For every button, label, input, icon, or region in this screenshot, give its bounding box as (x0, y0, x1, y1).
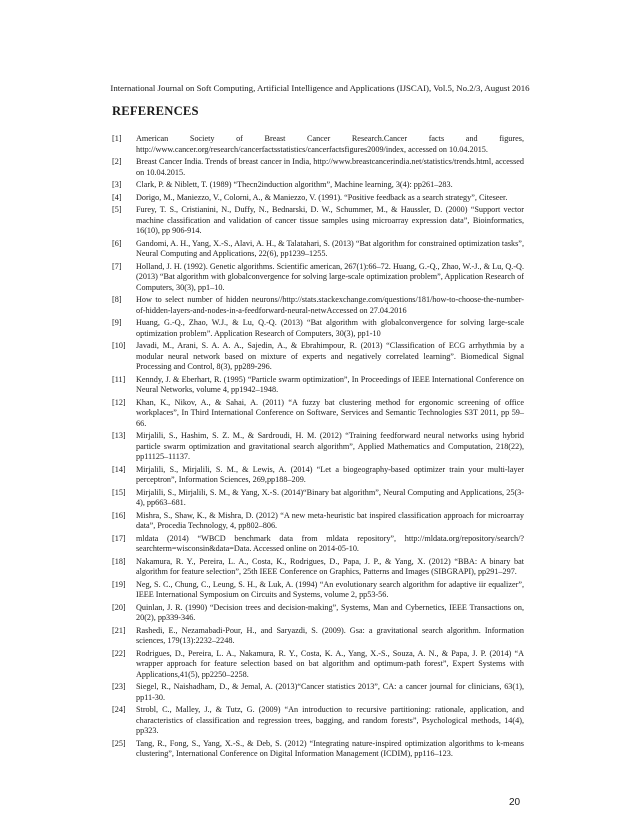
reference-text: American Society of Breast Cancer Research.Cancer facts and figures, http://www.cancer.org/research/cancerfactsstatistics/cancerfactsfigures2009/index, accessed on 10.04.2015. (136, 134, 524, 154)
reference-number: [24] (112, 705, 126, 714)
reference-item (112, 557, 524, 578)
reference-number: [20] (112, 602, 126, 612)
reference-item (112, 262, 524, 294)
reference-item (112, 295, 524, 316)
reference-item (112, 157, 524, 178)
reference-number: [18] (112, 556, 126, 566)
reference-item (112, 649, 524, 681)
reference-text: Quinlan, J. R. (1990) “Decision trees and decision-making”, Systems, Man and Cybernetics, IEEE Transactions on, 20(2), pp339-346. (136, 602, 524, 622)
reference-item (112, 205, 524, 237)
reference-text: Holland, J. H. (1992). Genetic algorithms. Scientific american, 267(1):66–72. Huang, G.-Q., Zhao, W.-J., & Lu, Q.-Q. (2013) “Bat algorithm with globalconvergence for solving large-scale optimization problem”, Application Research of Computers, 30(3), pp1–10. (136, 261, 524, 292)
reference-number: [8] (112, 295, 122, 304)
reference-text: Furey, T. S., Cristianini, N., Duffy, N., Bednarski, D. W., Schummer, M., & Haussler, D. (2000) “Support vector machine classification and validation of cancer tissue samples using microarray expression data”, Bioinformatics, 16(10), pp 906-914. (136, 205, 524, 235)
reference-number: [6] (112, 238, 122, 248)
reference-text: Clark, P. & Niblett, T. (1989) “Thecn2induction algorithm”, Machine learning, 3(4): pp261–283. (136, 180, 453, 189)
reference-text: Kenndy, J. & Eberhart, R. (1995) “Particle swarm optimization”, In Proceedings of IEEE International Conference on Neural Networks, volume 4, pp1942–1948. (136, 374, 524, 394)
reference-item (112, 431, 524, 463)
reference-text: Mirjalili, S., Mirjalili, S. M., & Lewis, A. (2014) “Let a biogeography-based optimizer train your multi-layer perceptron”, Information Sciences, 269,pp188–209. (136, 464, 524, 484)
reference-item (112, 398, 524, 430)
reference-number: [14] (112, 464, 126, 474)
reference-item (112, 580, 524, 601)
reference-item (112, 534, 524, 555)
reference-number: [22] (112, 648, 126, 658)
reference-number: [21] (112, 625, 126, 635)
reference-text: Gandomi, A. H., Yang, X.-S., Alavi, A. H., & Talatahari, S. (2013) “Bat algorithm for constrained optimization tasks”, Neural Computing and Applications, 22(6), pp1239–1255. (136, 238, 524, 258)
reference-text: Huang, G.-Q., Zhao, W.J., & Lu, Q.-Q. (2013) “Bat algorithm with globalconvergence for solving large-scale optimization problem”. Application Research of Computers, 30(3), pp1-10 (136, 318, 524, 338)
reference-number: [3] (112, 180, 122, 189)
reference-number: [13] (112, 431, 126, 440)
reference-item (112, 603, 524, 624)
reference-number: [23] (112, 682, 126, 691)
reference-text: Breast Cancer India. Trends of breast cancer in India, http://www.breastcancerindia.net/statistics/trends.html, accessed on 10.04.2015. (136, 157, 524, 177)
reference-number: [2] (112, 157, 122, 166)
reference-item (112, 682, 524, 703)
reference-item (112, 626, 524, 647)
reference-number: [1] (112, 134, 122, 143)
references-heading: REFERENCES (112, 104, 199, 118)
reference-text: Tang, R., Fong, S., Yang, X.-S., & Deb, S. (2012) “Integrating nature-inspired optimization algorithms to k-means clustering”, International Conference on Digital Information Management (ICDIM), pp116–123. (136, 738, 524, 758)
reference-text: Rashedi, E., Nezamabadi-Pour, H., and Saryazdi, S. (2009). Gsa: a gravitational search algorithm. Information sciences, 179(13):2232–2248. (136, 625, 524, 645)
reference-number: [15] (112, 487, 126, 497)
reference-text: Javadi, M., Arani, S. A. A. A., Sajedin, A., & Ebrahimpour, R. (2013) “Classification of ECG arrhythmia by a modular neural network based on mixture of experts and negatively correlated learning”. Biomedical Signal Processing and Control, 8(3), pp289-296. (136, 341, 524, 371)
reference-item (112, 318, 524, 339)
running-header: International Journal on Soft Computing, Artificial Intelligence and Applications (IJSCAI), Vol.5, No.2/3, August 2016 (110, 83, 530, 93)
reference-item (112, 465, 524, 486)
reference-item (112, 180, 524, 191)
reference-number: [5] (112, 205, 122, 214)
reference-item (112, 511, 524, 532)
reference-item (112, 488, 524, 509)
reference-item (112, 134, 524, 155)
reference-item (112, 193, 524, 204)
reference-number: [9] (112, 318, 122, 327)
page-number: 20 (509, 797, 521, 808)
reference-number: [4] (112, 192, 122, 202)
reference-number: [16] (112, 510, 126, 520)
reference-text: Rodrigues, D., Pereira, L. A., Nakamura, R. Y., Costa, K. A., Yang, X.-S., Souza, A. N., & Papa, J. P. (2014) “A wrapper approach for feature selection based on bat algorithm and optimum-path forest”, Expert Systems with Applications,41(5), pp2250–2258. (136, 648, 524, 679)
reference-text: Mirjalili, S., Mirjalili, S. M., & Yang, X.-S. (2014)“Binary bat algorithm”, Neural Computing and Applications, 25(3-4), pp663–681. (136, 487, 524, 507)
reference-text: Dorigo, M., Maniezzo, V., Colorni, A., & Maniezzo, V. (1991). “Positive feedback as a search strategy”, Citeseer. (136, 192, 508, 202)
reference-list (112, 134, 524, 762)
reference-item (112, 705, 524, 737)
reference-item (112, 739, 524, 760)
reference-text: Nakamura, R. Y., Pereira, L. A., Costa, K., Rodrigues, D., Papa, J. P., & Yang, X. (2012) “BBA: A binary bat algorithm for feature selection”, 25th IEEE Conference on Graphics, Patterns and Images (SIBGRAPI), pp291–297. (136, 556, 524, 576)
reference-item (112, 239, 524, 260)
reference-number: [7] (112, 261, 122, 271)
reference-text: Neg, S. C., Chung, C., Leung, S. H., & Luk, A. (1994) “An evolutionary search algorithm for adaptive iir equalizer”, IEEE International Symposium on Circuits and Systems, volume 2, pp53-56. (136, 579, 524, 599)
reference-text: Strobl, C., Malley, J., & Tutz, G. (2009) “An introduction to recursive partitioning: rationale, application, and characteristics of classification and regression trees, bagging, and random forests”, Psychological methods, 14(4), pp323. (136, 705, 524, 735)
reference-number: [12] (112, 397, 126, 407)
reference-text: How to select number of hidden neurons//http://stats.stackexchange.com/questions/181/how-to-choose-the-number-of-hidden-layers-and-nodes-in-a-feedforward-neural-netwAccessed on 27.04.2016 (136, 295, 524, 315)
reference-item (112, 375, 524, 396)
reference-number: [11] (112, 374, 126, 384)
reference-text: Mishra, S., Shaw, K., & Mishra, D. (2012) “A new meta-heuristic bat inspired classification approach for microarray data”, Procedia Technology, 4, pp802–806. (136, 510, 524, 530)
reference-text: Siegel, R., Naishadham, D., & Jemal, A. (2013)“Cancer statistics 2013”, CA: a cancer journal for clinicians, 63(1), pp11-30. (136, 682, 524, 702)
reference-text: Mirjalili, S., Hashim, S. Z. M., & Sardroudi, H. M. (2012) “Training feedforward neural networks using hybrid particle swarm optimization and gravitational search algorithm”, Applied Mathematics and Computation, 218(22), pp11125–11137. (136, 431, 524, 461)
reference-number: [10] (112, 341, 126, 350)
reference-number: [25] (112, 738, 126, 748)
reference-text: Khan, K., Nikov, A., & Sahai, A. (2011) “A fuzzy bat clustering method for ergonomic screening of office workplaces”, In Third International Conference on Software, Services and Semantic Technologies S3T 2011, pp 59–66. (136, 397, 524, 428)
reference-number: [19] (112, 579, 126, 589)
reference-number: [17] (112, 533, 126, 543)
reference-text: mldata (2014) “WBCD benchmark data from mldata repository”, http://mldata.org/repository/search/?searchterm=wisconsin&data=Data. Accessed online on 2014-05-10. (136, 533, 524, 553)
reference-item (112, 341, 524, 373)
